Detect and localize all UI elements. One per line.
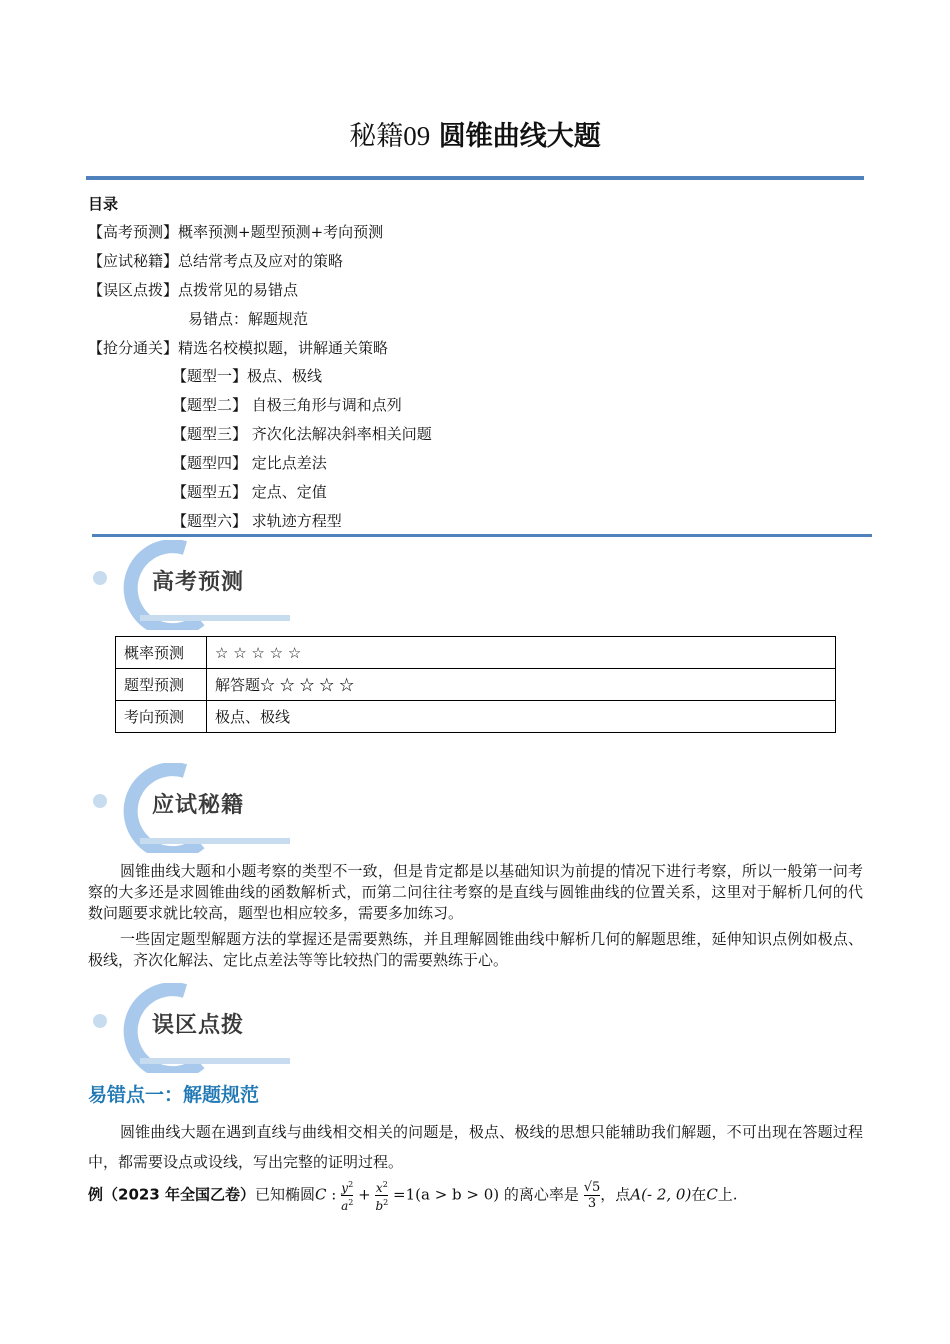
toc-item bbox=[172, 481, 327, 502]
toc-item bbox=[172, 510, 342, 531]
title-rule bbox=[86, 176, 864, 180]
toc-item bbox=[88, 337, 388, 358]
strategy-paragraph-2: 一些固定题型解题方法的掌握还是需要熟练，并且理解圆锥曲线中解析几何的解题思维，延伸知识点例如极点、极线，齐次化解法、定比点差法等等比较热门的需要熟练于心。 bbox=[88, 930, 863, 969]
ecc-numerator: √5 bbox=[583, 1180, 601, 1195]
toc-item-tag: 【应试秘籍】 bbox=[88, 252, 179, 270]
banner-title: 应试秘籍 bbox=[152, 793, 245, 818]
fraction-x: $x^2$ $b^2$ bbox=[375, 1180, 389, 1213]
strategy-paragraph-1: 圆锥曲线大题和小题考察的类型不一致，但是肯定都是以基础知识为前提的情况下进行考察，所以一般第一问考察的大多还是求圆锥曲线的函数解析式，而第二问往往考察的是直线与圆锥曲线的位置关系，这里对于解析几何的代数问题要求就比较高，题型也相应较多，需要多加练习。 bbox=[88, 862, 863, 922]
banner-wuqu-dianbo bbox=[90, 983, 290, 1073]
example-line: 例（2023 年全国乙卷）已知椭圆C : $y^2$ $a^2$ + $x^2$ $b^2$ =1(a > b > 0) 的离心率是 $\frac{√5}{3}$ ，点A(- 2, 0)在C上. bbox=[88, 1180, 738, 1213]
example-text: 上. bbox=[717, 1185, 738, 1204]
toc-item bbox=[88, 279, 298, 300]
math-condition: =1(a > b > 0) bbox=[393, 1185, 500, 1204]
section-rule bbox=[92, 534, 872, 537]
toc-item bbox=[172, 452, 327, 473]
toc-item-text: 易错点：解题规范 bbox=[188, 310, 309, 328]
toc-item-tag: 【题型五】 bbox=[172, 483, 248, 501]
banner-title: 高考预测 bbox=[152, 570, 245, 595]
banner-title: 误区点拨 bbox=[152, 1013, 245, 1038]
page-title bbox=[0, 114, 950, 153]
table-row bbox=[116, 701, 836, 733]
toc-item-tag: 【误区点拨】 bbox=[88, 281, 179, 299]
toc-item-tag: 【题型二】 bbox=[172, 396, 248, 414]
toc-item-tag: 【题型一】 bbox=[172, 367, 248, 385]
table-cell-label: 概率预测 bbox=[116, 637, 207, 669]
math-curve: C bbox=[706, 1185, 718, 1204]
toc-item-tag: 【高考预测】 bbox=[88, 223, 179, 241]
math-point: A(- 2, 0) bbox=[630, 1185, 692, 1204]
toc-item-text: 精选名校模拟题，讲解通关策略 bbox=[178, 339, 389, 357]
toc-item-text: 定比点差法 bbox=[247, 454, 327, 472]
toc-item bbox=[188, 308, 308, 329]
toc-item bbox=[172, 394, 402, 415]
math-curve: C bbox=[315, 1185, 327, 1204]
toc-item bbox=[88, 221, 383, 242]
toc-item-text: 极点、极线 bbox=[247, 367, 323, 385]
mistake-heading: 易错点一：解题规范 bbox=[88, 1084, 260, 1106]
table-cell-value: 解答题☆ ☆ ☆ ☆ ☆ bbox=[207, 669, 836, 701]
table-row bbox=[116, 637, 836, 669]
toc-item-text: 概率预测+题型预测+考向预测 bbox=[178, 223, 384, 241]
toc-item-text: 齐次化法解决斜率相关问题 bbox=[247, 425, 432, 443]
toc-item bbox=[172, 365, 322, 386]
table-cell-value: ☆ ☆ ☆ ☆ ☆ bbox=[207, 637, 836, 669]
mistake-paragraph: 圆锥曲线大题在遇到直线与曲线相交相关的问题是，极点、极线的思想只能辅助我们解题，不可出现在答题过程中，都需要设点或设线，写出完整的证明过程。 bbox=[88, 1123, 863, 1171]
toc-item bbox=[88, 250, 343, 271]
table-cell-label: 题型预测 bbox=[116, 669, 207, 701]
table-row bbox=[116, 669, 836, 701]
toc-item bbox=[172, 423, 432, 444]
title-prefix: 秘籍 bbox=[349, 121, 404, 152]
example-source: （2023 年全国乙卷） bbox=[103, 1185, 255, 1204]
toc-item-text: 求轨迹方程型 bbox=[247, 512, 342, 530]
toc-item-tag: 【题型六】 bbox=[172, 512, 248, 530]
example-text: ，点 bbox=[600, 1185, 631, 1204]
toc-item-tag: 【题型三】 bbox=[172, 425, 248, 443]
fraction-y: $y^2$ $a^2$ bbox=[341, 1180, 354, 1213]
ecc-denominator: 3 bbox=[584, 1195, 601, 1211]
title-number: 09 bbox=[403, 121, 431, 151]
toc-item-text: 总结常考点及应对的策略 bbox=[178, 252, 344, 270]
toc-item-tag: 【题型四】 bbox=[172, 454, 248, 472]
example-label: 例 bbox=[88, 1185, 104, 1204]
banner-gaokao-yuce bbox=[90, 540, 290, 630]
title-main: 圆锥曲线大题 bbox=[438, 121, 601, 152]
table-cell-value: 极点、极线 bbox=[207, 701, 836, 733]
table-cell-label: 考向预测 bbox=[116, 701, 207, 733]
toc-item-text: 自极三角形与调和点列 bbox=[247, 396, 402, 414]
banner-yingshi-miji bbox=[90, 763, 290, 853]
example-text: 的离心率是 bbox=[503, 1185, 579, 1204]
toc-heading: 目录 bbox=[88, 195, 119, 213]
toc-item-tag: 【抢分通关】 bbox=[88, 339, 179, 357]
toc-item-text: 点拨常见的易错点 bbox=[178, 281, 299, 299]
toc-item-text: 定点、定值 bbox=[247, 483, 327, 501]
prediction-table bbox=[115, 636, 836, 733]
fraction-eccentricity bbox=[584, 1180, 601, 1211]
example-text: 已知椭圆 bbox=[255, 1185, 316, 1204]
example-text: 在 bbox=[691, 1185, 707, 1204]
